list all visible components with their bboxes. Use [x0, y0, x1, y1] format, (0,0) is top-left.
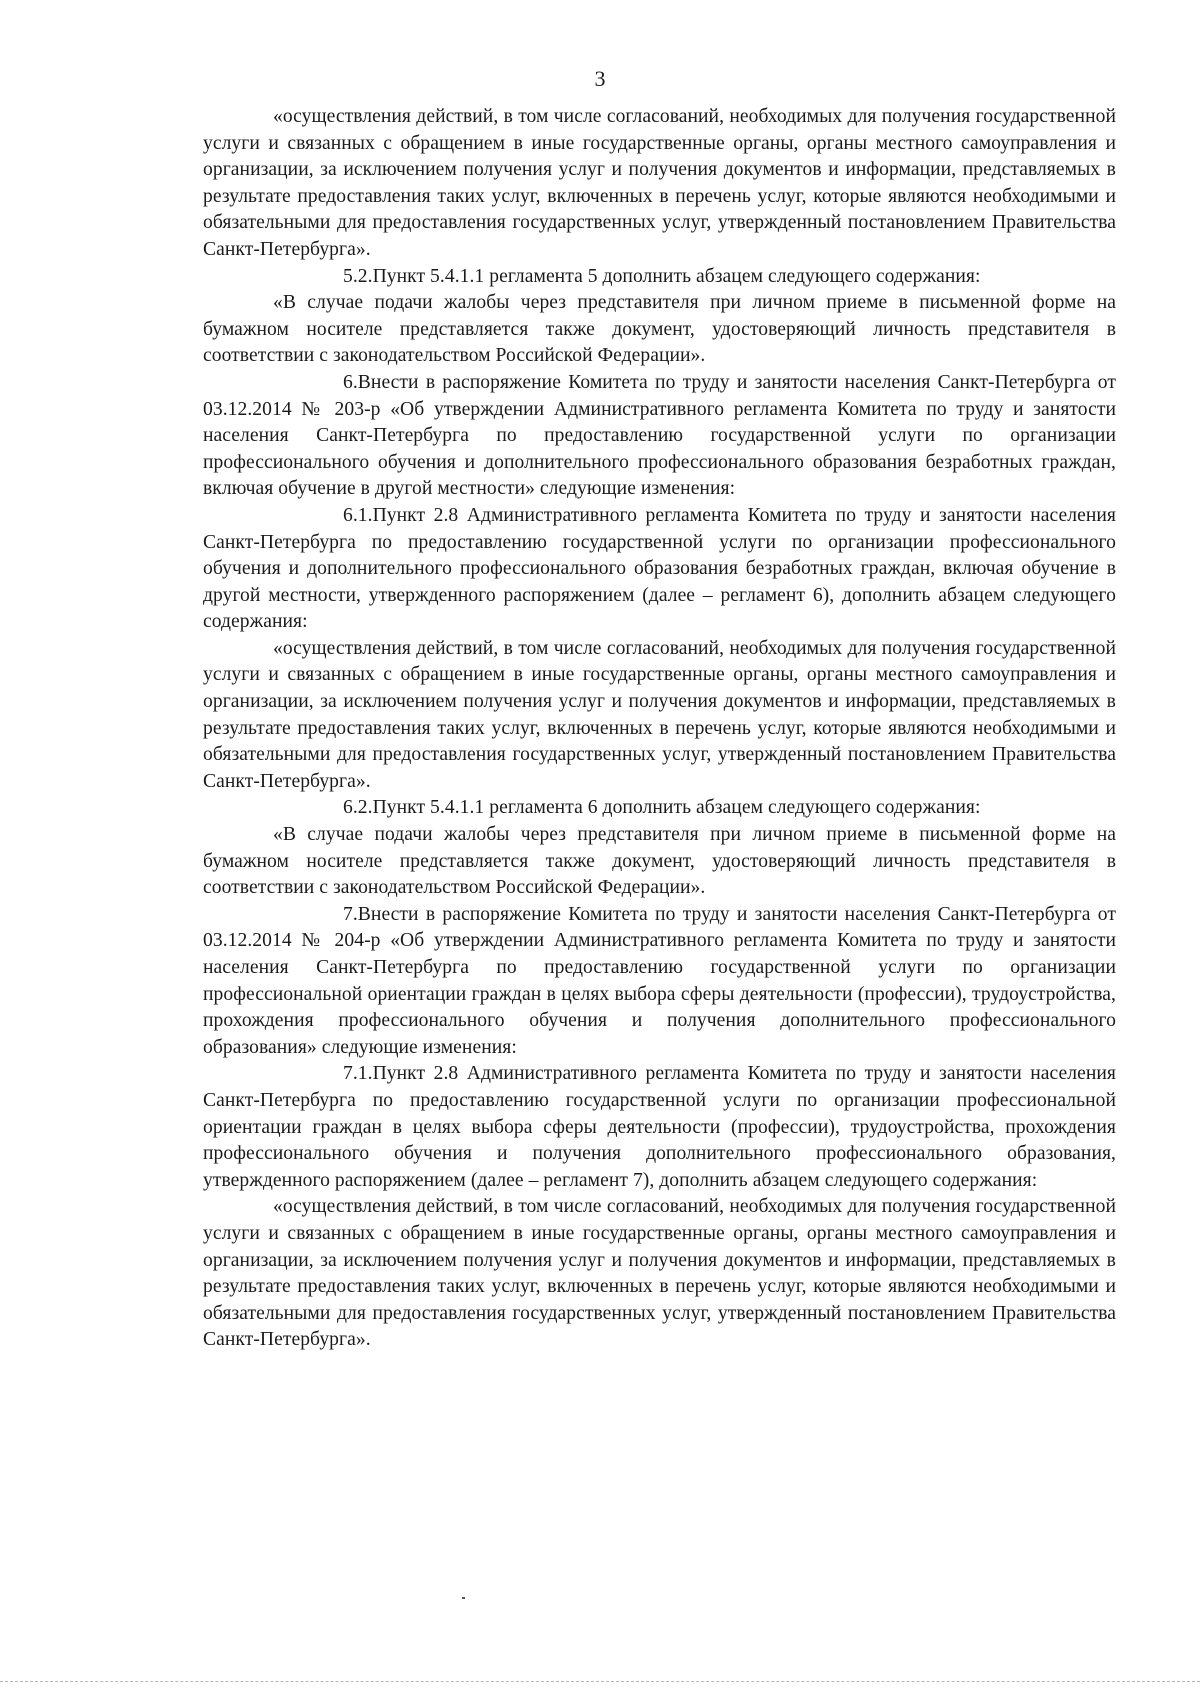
paragraph	[203, 795, 1116, 822]
paragraph	[203, 1061, 1116, 1194]
paragraph-text: «осуществления действий, в том числе согласований, необходимых для получения государственной услуги и связанных с обращением в иные государственные органы, органы местного самоуправления и организации, за исключением получения услуг и получения документов и информации, представляемых в результате предоставления таких услуг, включенных в перечень услуг, которые являются необходимыми и обязательными для предоставления государственных услуг, утвержденный постановлением Правительства Санкт-Петербурга».	[203, 1196, 1116, 1351]
paragraph-text: Внести в распоряжение Комитета по труду и занятости населения Санкт-Петербурга от 03.12.2014 № 203-р «Об утверждении Административного регламента Комитета по труду и занятости населения Санкт-Петербурга по предоставлению государственной услуги по организации профессионального обучения и дополнительного профессионального образования безработных граждан, включая обучение в другой местности» следующие изменения:	[203, 371, 1116, 500]
paragraph	[203, 264, 1116, 291]
scan-artifact-dot	[462, 1597, 465, 1599]
paragraph-text: Пункт 5.4.1.1 регламента 5 дополнить абзацем следующего содержания:	[372, 265, 981, 287]
paragraph-text: «осуществления действий, в том числе согласований, необходимых для получения государственной услуги и связанных с обращением в иные государственные органы, органы местного самоуправления и организации, за исключением получения услуг и получения документов и информации, представляемых в результате предоставления таких услуг, включенных в перечень услуг, которые являются необходимыми и обязательными для предоставления государственных услуг, утвержденный постановлением Правительства Санкт-Петербурга».	[203, 106, 1116, 260]
paragraph	[203, 503, 1116, 636]
paragraph-text: Пункт 2.8 Административного регламента Комитета по труду и занятости населения Санкт-Петербурга по предоставлению государственной услуги по организации профессионального обучения и дополнительного профессионального образования безработных граждан, включая обучение в другой местности, утвержденного распоряжением (далее – регламент 6), дополнить абзацем следующего содержания:	[203, 504, 1116, 633]
paragraph	[203, 822, 1116, 902]
paragraph	[203, 902, 1116, 1062]
scan-edge-line	[0, 1681, 1200, 1682]
paragraph	[203, 370, 1116, 503]
paragraph-text: «осуществления действий, в том числе согласований, необходимых для получения государственной услуги и связанных с обращением в иные государственные органы, органы местного самоуправления и организации, за исключением получения услуг и получения документов и информации, представляемых в результате предоставления таких услуг, включенных в перечень услуг, которые являются необходимыми и обязательными для предоставления государственных услуг, утвержденный постановлением Правительства Санкт-Петербурга».	[203, 637, 1116, 792]
paragraph	[203, 104, 1116, 264]
paragraph-text: Внести в распоряжение Комитета по труду и занятости населения Санкт-Петербурга от 03.12.2014 № 204-р «Об утверждении Административного регламента Комитета по труду и занятости населения Санкт-Петербурга по предоставлению государственной услуги по организации профессиональной ориентации граждан в целях выбора сферы деятельности (профессии), трудоустройства, прохождения профессионального обучения и получения дополнительного профессионального образования» следующие изменения:	[203, 903, 1116, 1058]
paragraph-number: 7.1.	[343, 1063, 373, 1085]
paragraph-number: 6.1.	[343, 504, 373, 526]
paragraph	[203, 636, 1116, 796]
paragraph-text: Пункт 2.8 Административного регламента Комитета по труду и занятости населения Санкт-Петербурга по предоставлению государственной услуги по организации профессиональной ориентации граждан в целях выбора сферы деятельности (профессии), трудоустройства, прохождения профессионального обучения и получения дополнительного профессионального образования, утвержденного распоряжением (далее – регламент 7), дополнить абзацем следующего содержания:	[203, 1063, 1116, 1191]
paragraph-number: 7.	[343, 903, 358, 925]
document-body	[203, 104, 1116, 1354]
paragraph-text: Пункт 5.4.1.1 регламента 6 дополнить абзацем следующего содержания:	[372, 797, 981, 819]
page-number: 3	[594, 66, 606, 91]
paragraph-text: «В случае подачи жалобы через представителя при личном приеме в письменной форме на бумажном носителе представляется также документ, удостоверяющий личность представителя в соответствии с законодательством Российской Федерации».	[203, 824, 1116, 899]
paragraph	[203, 290, 1116, 370]
paragraph-number: 5.2.	[343, 265, 373, 287]
paragraph-text: «В случае подачи жалобы через представителя при личном приеме в письменной форме на бумажном носителе представляется также документ, удостоверяющий личность представителя в соответствии с законодательством Российской Федерации».	[203, 292, 1116, 367]
paragraph-number: 6.	[343, 371, 358, 393]
paragraph-number: 6.2.	[343, 797, 373, 819]
paragraph	[203, 1194, 1116, 1354]
